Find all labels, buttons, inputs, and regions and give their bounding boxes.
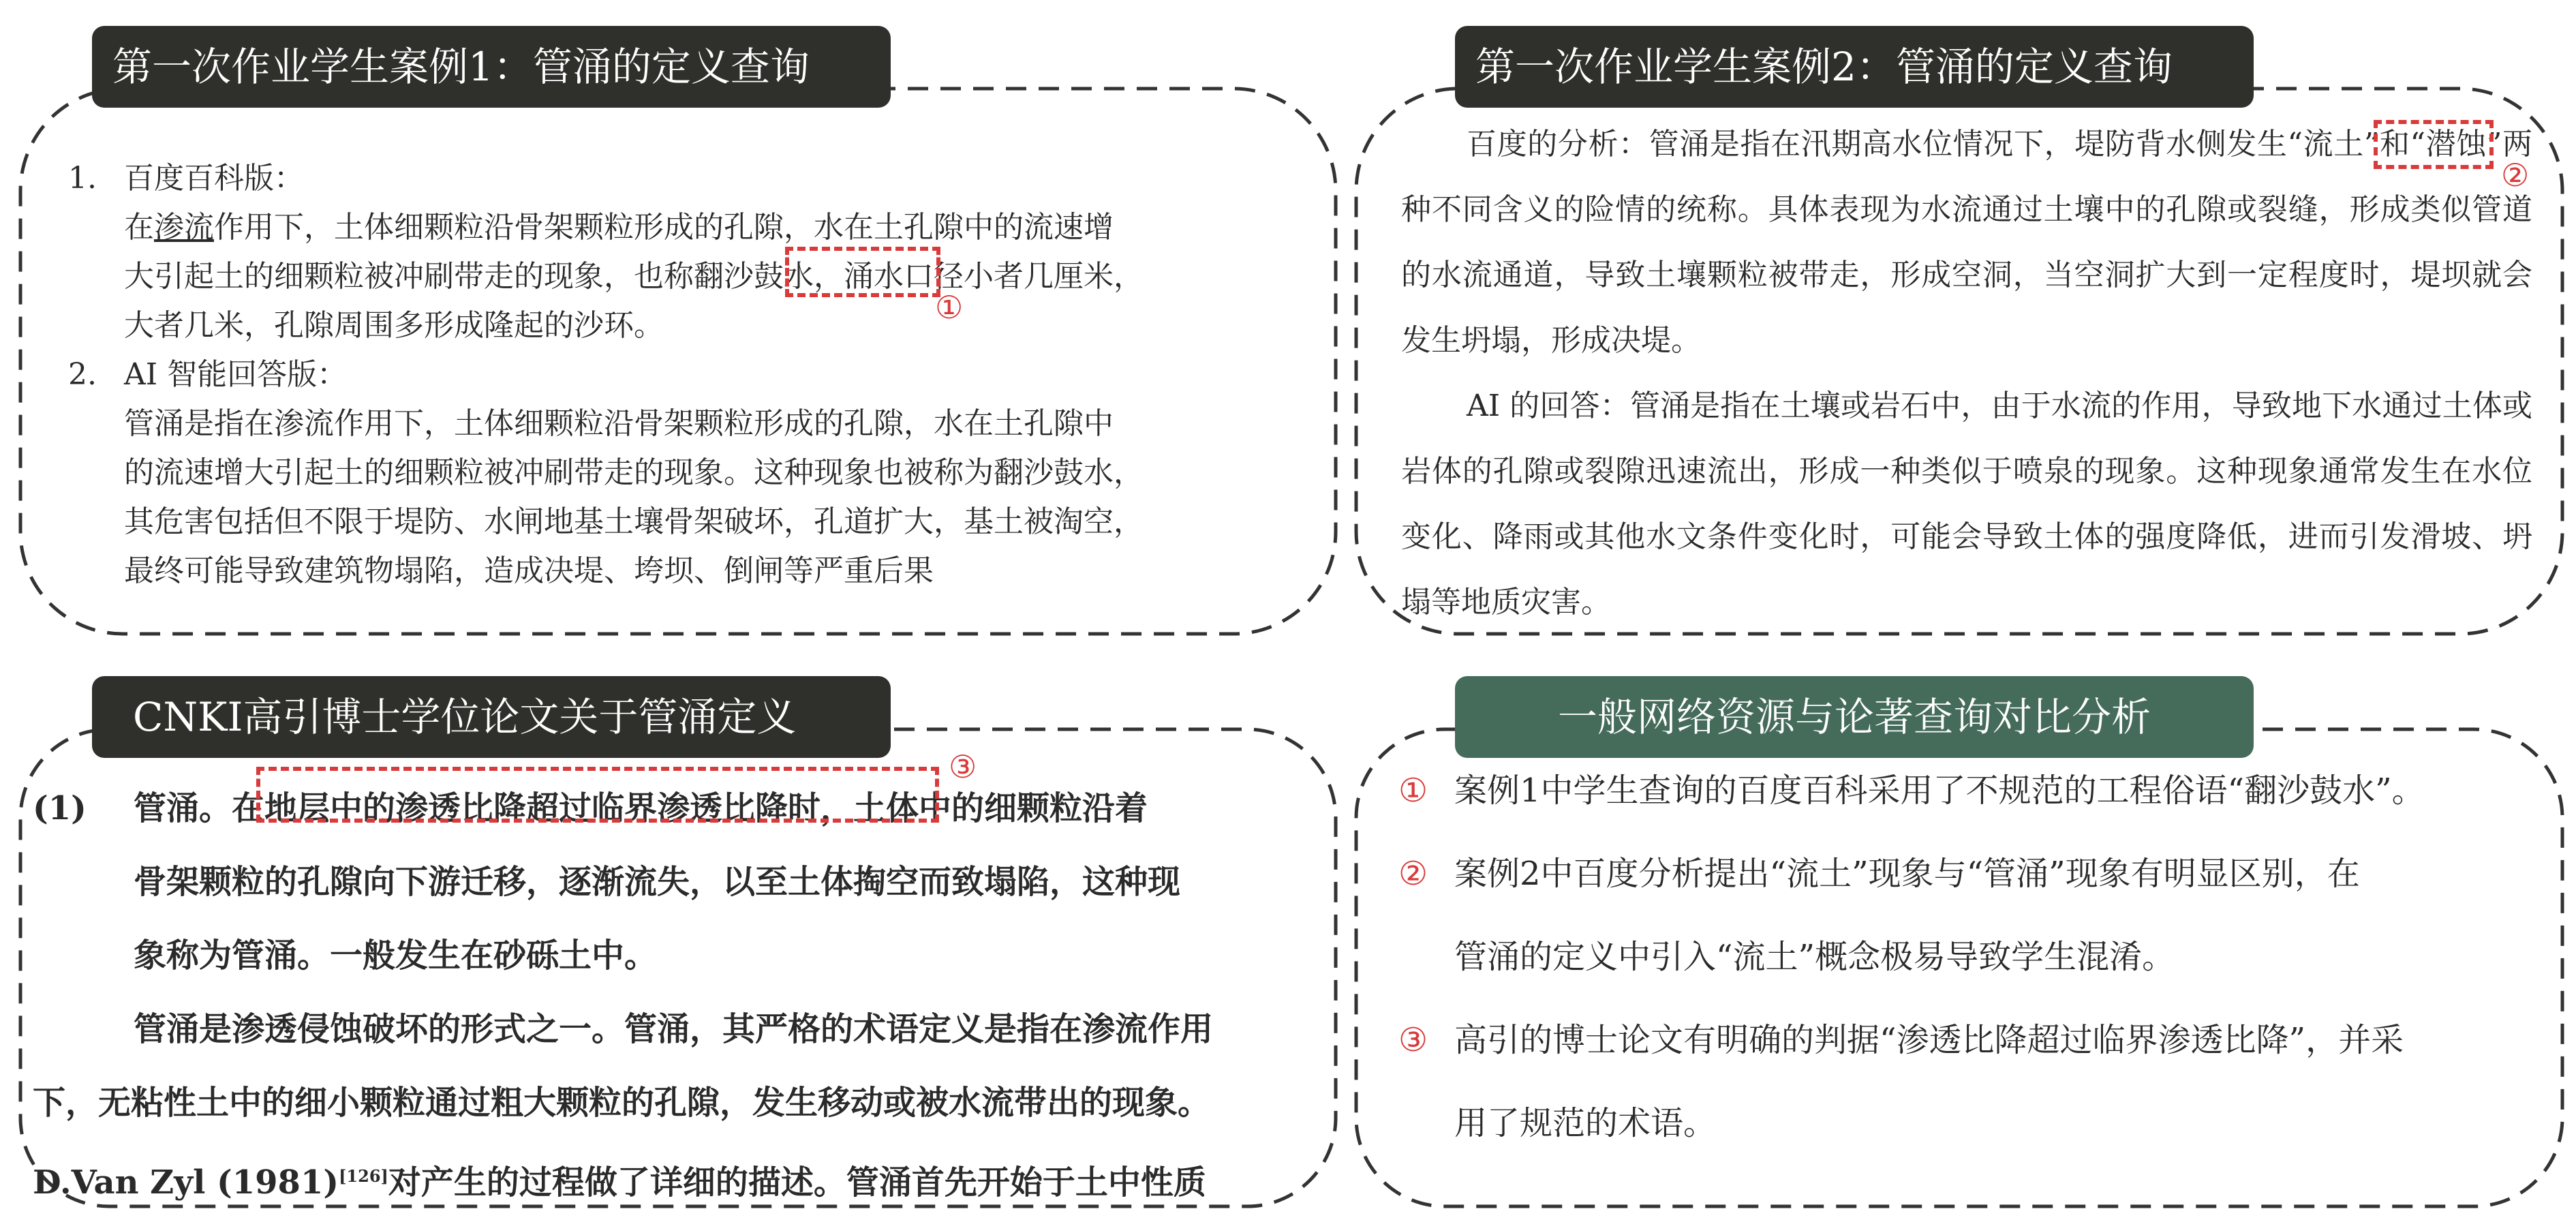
text-line: 管涌是指在渗流作用下，土体细颗粒沿骨架颗粒形成的孔隙，水在土孔隙中	[124, 406, 1114, 441]
highlight-box	[785, 247, 940, 297]
comparison-body	[1398, 750, 2557, 1186]
list-item: 2. AI 智能回答版：	[68, 357, 348, 392]
cnki-body	[33, 772, 1328, 1213]
comparison-item-2: ② 案例2中百度分析提出“流土”现象与“管涌”现象有明显区别，在	[1398, 833, 2360, 915]
panel-comparison	[1349, 654, 2576, 1220]
marker-1: ①	[935, 289, 964, 326]
marker-2: ②	[2501, 157, 2530, 194]
text-line: 在渗流作用下，土体细颗粒沿骨架颗粒形成的孔隙，水在土孔隙中的流速增	[124, 210, 1114, 245]
list-item: 1. 百度百科版：	[68, 161, 304, 196]
panel-title: 第一次作业学生案例2：管涌的定义查询	[1455, 26, 2254, 108]
item-marker: ③	[1398, 1021, 1428, 1059]
text-line: (1) 管涌。在地层中的渗透比降超过临界渗透比降时，土体中的细颗粒沿着	[33, 789, 1148, 827]
text-line: 其危害包括但不限于堤防、水闸地基土壤骨架破坏，孔道扩大，基土被淘空，	[124, 504, 1144, 539]
panel-case1	[0, 0, 1349, 641]
item-marker: ②	[1398, 855, 1428, 893]
highlight-box	[256, 767, 939, 823]
text-line: 大引起土的细颗粒被冲刷带走的现象，也称翻沙鼓水，涌水口径小者几厘米，	[124, 259, 1144, 294]
highlight-box	[2374, 120, 2494, 169]
comparison-item-3-cont: 用了规范的术语。	[1454, 1104, 1717, 1142]
comparison-item-2-cont: 管涌的定义中引入“流土”概念极易导致学生混淆。	[1454, 938, 2175, 976]
case2-body	[1401, 112, 2532, 635]
highlight-term: 在地层中的渗透比降超过临界渗透比降时	[232, 789, 821, 827]
comparison-item-1: ① 案例1中学生查询的百度百科采用了不规范的工程俗语“翻沙鼓水”。	[1398, 750, 2425, 832]
ai-answer: AI 的回答：管涌是指在土壤或岩石中，由于水流的作用，导致地下水通过土体或岩体的孔隙或裂隙迅速流出，形成一种类似于喷泉的现象。这种现象通常发生在水位变化、降雨或其他水文条件变化时，可能会导致土体的强度降低，进而引发滑坡、坍塌等地质灾害。	[1401, 388, 2532, 620]
item-marker: ①	[1398, 772, 1428, 810]
text-line: 大者几米，孔隙周围多形成隆起的沙环。	[124, 308, 664, 343]
baidu-analysis: 百度的分析：管涌是指在汛期高水位情况下，堤防背水侧发生“流土”和“潜蚀”两种不同含义的险情的统称。具体表现为水流通过土壤中的孔隙或裂缝，形成类似管道的水流通道，导致土壤颗粒被带走，形成空洞，当空洞扩大到一定程度时，堤坝就会发生坍塌，形成决堤。	[1401, 127, 2532, 358]
marker-3: ③	[949, 748, 977, 785]
text-line: 管涌是渗透侵蚀破坏的形式之一。管涌，其严格的术语定义是指在渗流作用	[134, 1010, 1214, 1048]
panel-case2	[1349, 0, 2576, 641]
citation-ref: [126]	[339, 1166, 388, 1186]
text-line: 象称为管涌。一般发生在砂砾土中。	[134, 936, 658, 975]
highlight-term: 翻沙鼓水	[694, 259, 814, 294]
text-line: 的流速增大引起土的细颗粒被冲刷带走的现象。这种现象也被称为翻沙鼓水，	[124, 455, 1144, 490]
comparison-item-3: ③ 高引的博士论文有明确的判据“渗透比降超过临界渗透比降”，并采	[1398, 999, 2404, 1081]
case1-body	[68, 154, 1329, 596]
panel-cnki	[0, 654, 1349, 1220]
text-line: 下，无粘性土中的细小颗粒通过粗大颗粒的孔隙，发生移动或被水流带出的现象。	[33, 1084, 1211, 1122]
panel-title: 第一次作业学生案例1：管涌的定义查询	[92, 26, 891, 108]
panel-title: CNKI高引博士学位论文关于管涌定义	[92, 676, 891, 758]
panel-title: 一般网络资源与论著查询对比分析	[1455, 676, 2254, 758]
text-line: D.Van Zyl (1981)[126]对产生的过程做了详细的描述。管涌首先开始于土中性质	[33, 1163, 1206, 1202]
text-line: 骨架颗粒的孔隙向下游迁移，逐渐流失，以至土体掏空而致塌陷，这种现	[134, 863, 1181, 901]
text-line: 最终可能导致建筑物塌陷，造成决堤、垮坝、倒闸等严重后果	[124, 553, 934, 588]
